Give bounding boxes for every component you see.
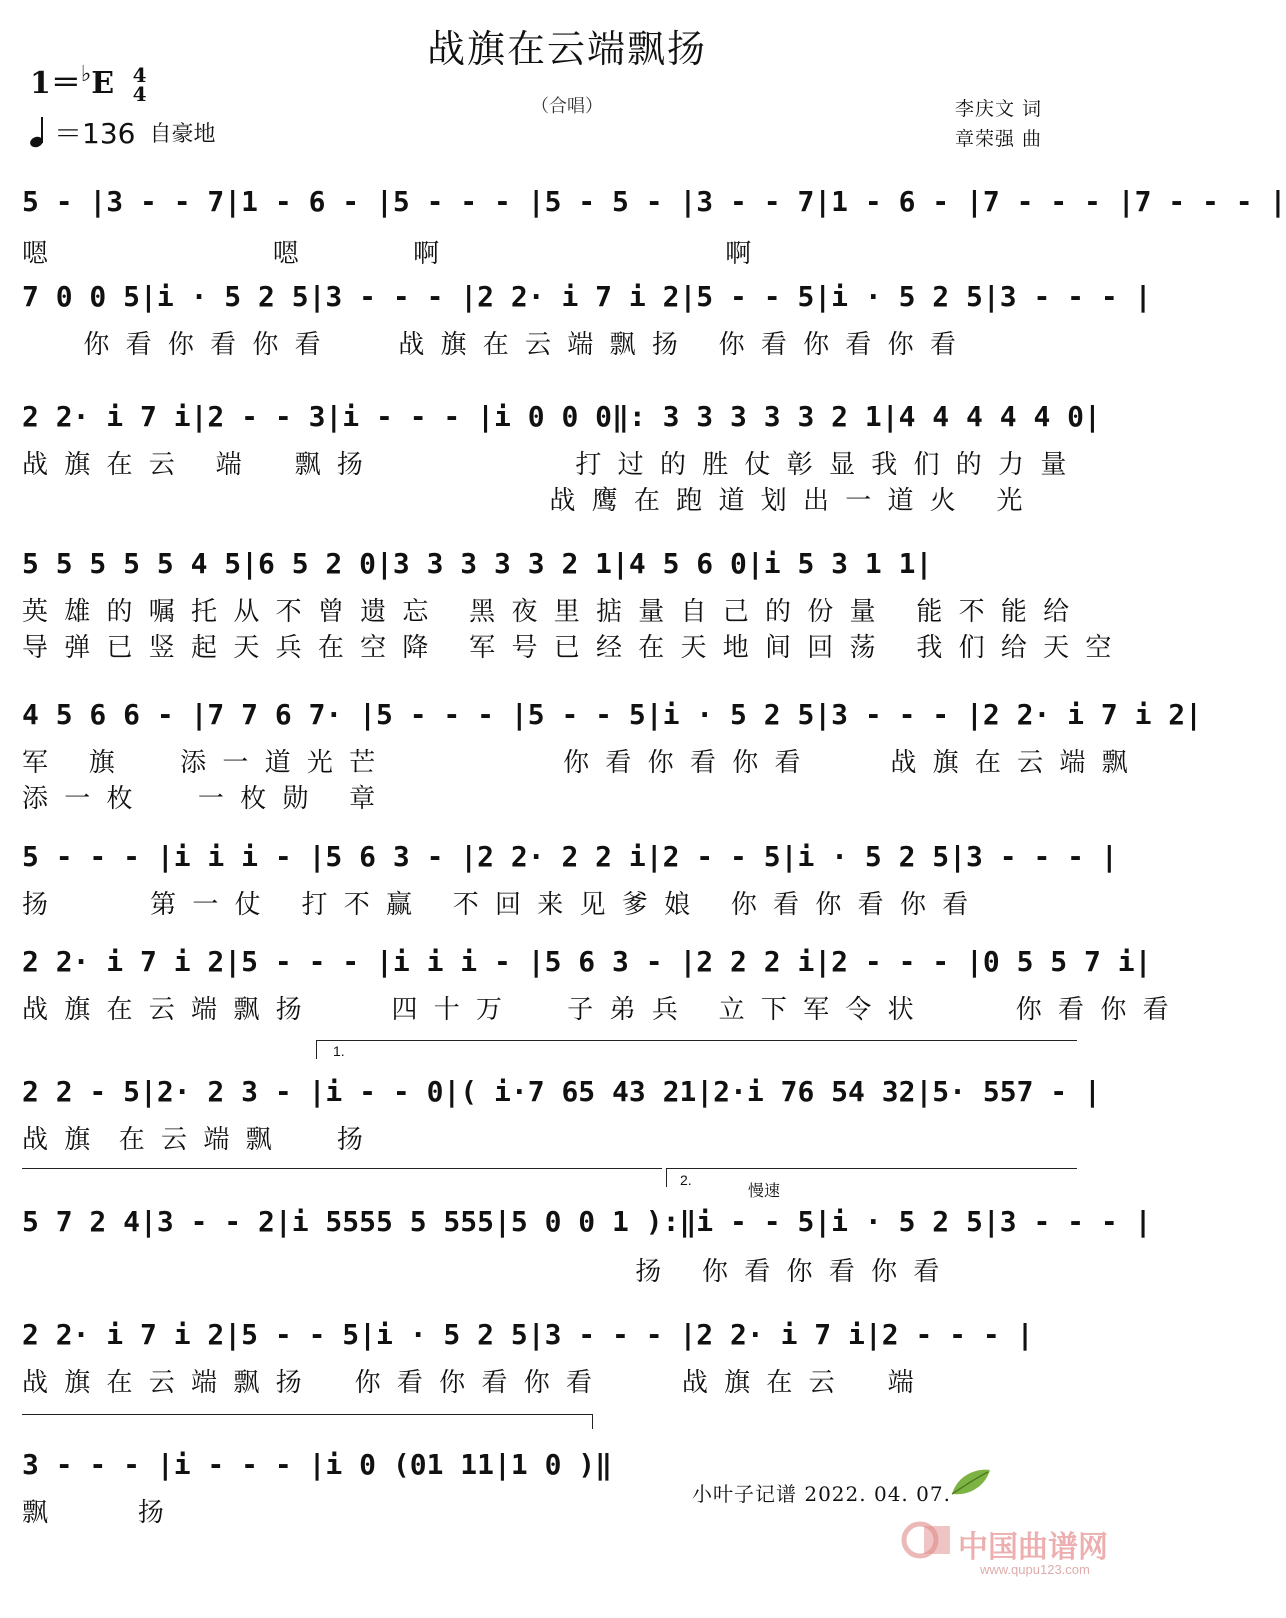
lyric-line: 你 看 你 看 你 看 战 旗 在 云 端 飘 扬 你 看 你 看 你 看 xyxy=(22,330,960,360)
lyric-line-verse-2: 战 鹰 在 跑 道 划 出 一 道 火 光 xyxy=(22,486,1027,516)
first-ending-bracket xyxy=(316,1040,1077,1059)
composer-credit: 章荣强 曲 xyxy=(955,128,1043,150)
time-signature xyxy=(132,63,147,106)
lyric-line: 战 旗 在 云 端 飘 扬 打 过 的 胜 仗 彰 显 我 们 的 力 量 xyxy=(22,450,1071,480)
notation-line: 2 2· i 7 i 2|5 - - - |i i i - |5 6 3 - |2 2 2 i|2 - - - |0 5 5 7 i| xyxy=(22,945,1152,978)
ending-bracket xyxy=(22,1414,593,1429)
lyric-line: 飘 扬 xyxy=(22,1498,168,1528)
notation-line: 3 - - - |i - - - |i 0 (01 11|1 0 )‖ xyxy=(22,1448,613,1481)
tempo-change-mark: 慢速 xyxy=(748,1181,781,1200)
tempo-marking xyxy=(30,112,215,152)
lyric-line-verse-2: 添 一 枚 一 枚 勋 章 xyxy=(22,784,380,814)
tempo-value: ＝136 xyxy=(54,117,136,150)
lyric-line: 英 雄 的 嘱 托 从 不 曾 遗 忘 黑 夜 里 掂 量 自 己 的 份 量 能 不 能 给 xyxy=(22,597,1074,627)
site-watermark-name: 中国曲谱网 xyxy=(958,1530,1108,1565)
time-top: 4 xyxy=(132,63,147,87)
second-ending-label: 2. xyxy=(680,1172,692,1188)
notation-line: 5 - - - |i i i - |5 6 3 - |2 2· 2 2 i|2 - - 5|i · 5 2 5|3 - - - | xyxy=(22,840,1118,873)
notation-line: 7 0 0 5|i · 5 2 5|3 - - - |2 2· i 7 i 2|5 - - 5|i · 5 2 5|3 - - - | xyxy=(22,280,1152,313)
first-ending-label: 1. xyxy=(333,1043,345,1059)
leaf-icon xyxy=(948,1466,994,1504)
flat-sign: ♭ xyxy=(80,61,92,87)
score-system-5 xyxy=(22,698,1203,818)
performance-type: （合唱） xyxy=(531,96,603,117)
key-letter: E xyxy=(91,66,115,101)
quarter-note-icon xyxy=(30,117,48,147)
lyric-line: 战 旗 在 云 端 飘 扬 xyxy=(22,1125,367,1155)
key-signature xyxy=(30,58,147,104)
notation-line: 5 5 5 5 5 4 5|6 5 2 0|3 3 3 3 3 2 1|4 5 6 0|i 5 3 1 1| xyxy=(22,547,933,580)
lyric-line: 军 旗 添 一 道 光 芒 你 看 你 看 你 看 战 旗 在 云 端 飘 xyxy=(22,748,1132,778)
score-system-8 xyxy=(22,1075,1101,1165)
score-system-4 xyxy=(22,547,1116,667)
lyric-line-verse-2: 导 弹 已 竖 起 天 兵 在 空 降 军 号 已 经 在 天 地 间 回 荡 我 们 给 天 空 xyxy=(22,633,1116,663)
score-system-10 xyxy=(22,1318,1082,1408)
score-system-7 xyxy=(22,945,1173,1035)
transcriber-credit: 小叶子记谱 2022. 04. 07. xyxy=(692,1482,951,1506)
lyric-line: 嗯 嗯 啊 啊 xyxy=(22,239,756,269)
score-system-2 xyxy=(22,280,1152,370)
site-logo-icon xyxy=(900,1520,956,1564)
lyric-line: 战 旗 在 云 端 飘 扬 四 十 万 子 弟 兵 立 下 军 令 状 你 看 你 看 xyxy=(22,995,1173,1025)
lyricist-credit: 李庆文 词 xyxy=(955,98,1043,120)
site-watermark-url: www.qupu123.com xyxy=(980,1562,1090,1577)
notation-line: 5 - |3 - - 7|1 - 6 - |5 - - - |5 - 5 - |3 - - 7|1 - 6 - |7 - - - |7 - - - | xyxy=(22,185,1286,218)
lyric-line: 扬 第 一 仗 打 不 赢 不 回 来 见 爹 娘 你 看 你 看 你 看 xyxy=(22,890,973,920)
score-system-3 xyxy=(22,400,1101,520)
song-title: 战旗在云端飘扬 xyxy=(426,27,707,71)
notation-line: 2 2 - 5|2· 2 3 - |i - - 0|( i·7 65 43 21|2·i 76 54 32|5· 557 - | xyxy=(22,1075,1101,1108)
lyric-line: 扬 你 看 你 看 你 看 xyxy=(22,1257,944,1287)
notation-line: 4 5 6 6 - |7 7 6 7· |5 - - - |5 - - 5|i · 5 2 5|3 - - - |2 2· i 7 i 2| xyxy=(22,698,1203,731)
key-prefix: 1＝ xyxy=(30,66,81,101)
first-ending-continuation xyxy=(22,1168,662,1169)
notation-line: 5 7 2 4|3 - - 2|i 5555 5 555|5 0 0 1 ):‖i - - 5|i · 5 2 5|3 - - - | xyxy=(22,1205,1152,1238)
score-system-1 xyxy=(22,185,1286,275)
tempo-expression: 自豪地 xyxy=(149,121,216,147)
score-system-9 xyxy=(22,1205,1152,1295)
lyric-line: 战 旗 在 云 端 飘 扬 你 看 你 看 你 看 战 旗 在 云 端 xyxy=(22,1368,918,1398)
notation-line: 2 2· i 7 i 2|5 - - 5|i · 5 2 5|3 - - - |2 2· i 7 i|2 - - - | xyxy=(22,1318,1034,1351)
second-ending-bracket xyxy=(666,1168,1077,1187)
notation-line: 2 2· i 7 i|2 - - 3|i - - - |i 0 0 0‖: 3 3 3 3 3 2 1|4 4 4 4 4 0| xyxy=(22,400,1101,433)
score-system-6 xyxy=(22,840,1118,930)
time-bottom: 4 xyxy=(132,82,147,106)
